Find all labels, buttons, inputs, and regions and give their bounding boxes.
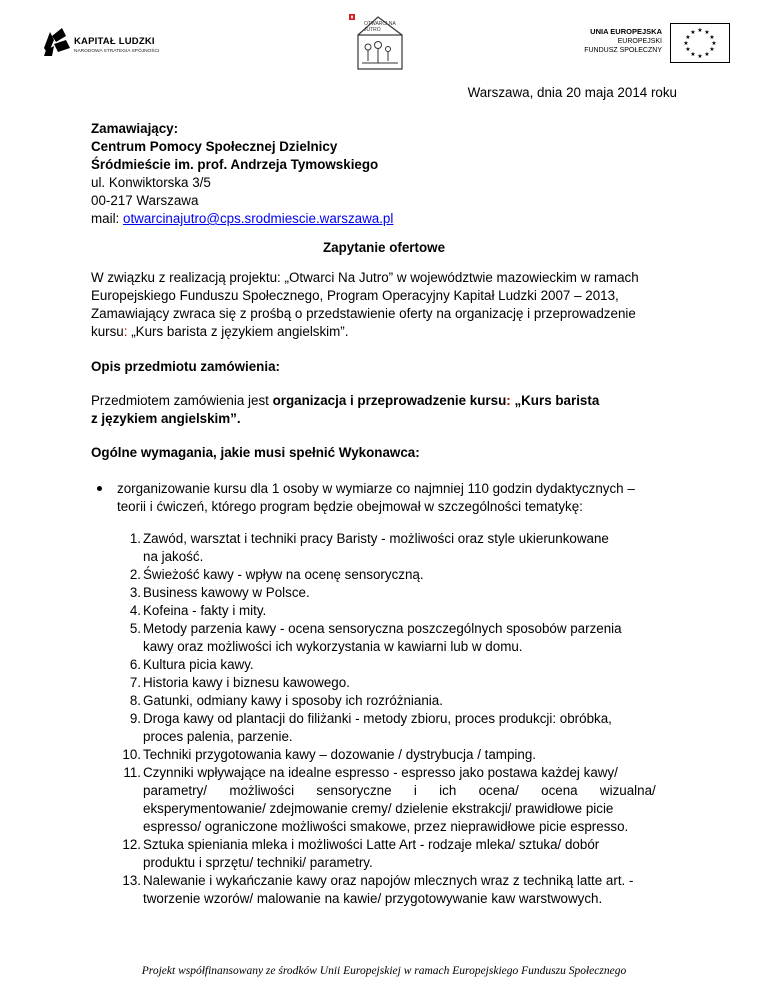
topic-number: 9. [129,711,141,726]
topic-number: 5. [129,621,141,636]
otwarci-na-jutro-logo [346,11,410,71]
section-description-heading: Opis przedmiotu zamówienia: [91,359,280,374]
topic-line: Czynniki wpływające na idealne espresso - espresso jako postawa każdej kawy/ [143,765,618,780]
topics-list [117,530,677,908]
project-logo-word-1: OTWARCI [364,21,388,27]
section-description-body [91,392,677,428]
description-line-2: z językiem angielskim”. [91,411,241,426]
topic-line: espresso/ ograniczone możliwości smakowe, przez nieprawidłowe picie espresso. [143,819,629,834]
ordering-party-street: ul. Konwiktorska 3/5 [91,175,211,190]
intro-paragraph [91,269,677,341]
requirement-line-1: zorganizowanie kursu dla 1 osoby w wymiarze co najmniej 110 godzin dydaktycznych – [117,481,635,496]
intro-course-name: „Kurs barista z językiem angielskim”. [127,324,349,339]
eu-logo [556,23,756,73]
topic-number: 3. [129,585,141,600]
topic-line: Gatunki, odmiany kawy i sposoby ich rozróżniania. [143,693,443,708]
section-requirements-heading: Ogólne wymagania, jakie musi spełnić Wykonawca: [91,445,420,460]
topic-line: Historia kawy i biznesu kawowego. [143,675,350,690]
topic-line: proces palenia, parzenie. [143,729,293,744]
topic-item [117,764,677,836]
house-family-icon [346,11,410,71]
topic-item [117,620,677,656]
letterhead [0,0,768,80]
eu-flag-icon [670,23,730,63]
topic-line: Techniki przygotowania kawy – dozowanie / dystrybucja / tamping. [143,747,536,762]
topic-line: parametry/ możliwości sensoryczne i ich ocena/ ocena wizualna/ [143,783,656,798]
ordering-party-label: Zamawiający: [91,121,179,136]
topic-line: Metody parzenia kawy - ocena sensoryczna poszczególnych sposobów parzenia [143,621,622,636]
topic-line: produktu i sprzętu/ techniki/ parametry. [143,855,373,870]
topic-item [117,692,677,710]
svg-text:★: ★ [685,46,691,53]
intro-line-3: Zamawiający zwraca się z prośbą o przedstawienie oferty na organizację i przeprowadzenie [91,306,636,321]
svg-text:★: ★ [690,29,696,36]
topic-item [117,872,677,908]
topic-line: Zawód, warsztat i techniki pracy Baristy - możliwości oraz style ukierunkowane [143,531,609,546]
kapital-ludzki-emblem-icon [40,26,72,58]
svg-text:★: ★ [697,27,703,34]
topic-number: 10. [122,747,141,762]
kapital-ludzki-subtitle: NARODOWA STRATEGIA SPÓJNOŚCI [74,49,160,54]
topic-line: tworzenie wzorów/ malowanie na kawie/ przygotowywanie kaw warstwowych. [143,891,603,906]
topic-item [117,746,677,764]
topic-number: 8. [129,693,141,708]
topic-item [117,710,677,746]
topic-line: eksperymentowanie/ zdejmowanie cremy/ dzielenie ekstrakcji/ prawidłowe picie [143,801,614,816]
document-title: Zapytanie ofertowe [322,240,446,255]
description-colon: : [506,393,511,408]
bullet-icon [97,486,102,491]
topic-line: Kultura picia kawy. [143,657,254,672]
description-bold-a: organizacja i przeprowadzenie kursu [272,393,507,408]
svg-text:★: ★ [709,34,715,41]
description-line-1 [91,392,677,410]
svg-text:★: ★ [685,34,691,41]
topic-line: Droga kawy od plantacji do filiżanki - metody zbioru, proces produkcji: obróbka, [143,711,612,726]
project-logo-word-3: JUTRO [364,27,381,33]
topic-line: kawy oraz możliwości ich wykorzystania w kawiarni lub w domu. [143,639,523,654]
eu-line-2: EUROPEJSKI [617,38,662,45]
svg-text:★: ★ [697,53,703,60]
mail-label: mail: [91,211,123,226]
topic-line: Kofeina - fakty i mity. [143,603,267,618]
topic-item [117,836,677,872]
intro-kursu: kursu [91,324,124,339]
svg-text:★: ★ [709,46,715,53]
project-logo-word-2: NA [388,21,396,27]
project-logo-text [364,21,410,33]
ordering-party-mail [91,210,677,228]
document-date: Warszawa, dnia 20 maja 2014 roku [467,85,677,100]
svg-text:★: ★ [704,51,710,58]
topic-line: Sztuka spieniania mleka i możliwości Latte Art - rodzaje mleka/ sztuka/ dobór [143,837,600,852]
requirement-text [117,480,677,516]
intro-line-1: W związku z realizacją projektu: „Otwarci Na Jutro” w województwie mazowieckim w ramach [91,270,639,285]
topic-line: na jakość. [143,549,204,564]
kapital-ludzki-title: KAPITAŁ LUDZKI [74,36,155,47]
description-bold-b: „Kurs barista [510,393,600,408]
topic-item [117,530,677,566]
topic-number: 1. [129,531,141,546]
kapital-ludzki-logo [40,26,170,66]
topic-number: 7. [129,675,141,690]
topic-number: 4. [129,603,141,618]
page-footer: Projekt współfinansowany ze środków Unii Europejskiej w ramach Europejskiego Funduszu Społecznego [141,965,627,977]
ordering-party-name-line-1: Centrum Pomocy Społecznej Dzielnicy [91,139,338,154]
intro-colon: : [123,324,128,339]
intro-line-2: Europejskiego Funduszu Społecznego, Program Operacyjny Kapitał Ludzki 2007 – 2013, [91,288,619,303]
intro-line-4 [91,323,677,341]
mail-link[interactable]: otwarcinajutro@cps.srodmiescie.warszawa.pl [123,211,394,226]
topic-item [117,674,677,692]
eu-line-1: UNIA EUROPEJSKA [590,27,662,36]
topic-number: 12. [122,837,141,852]
topic-line: Nalewanie i wykańczanie kawy oraz napojów mlecznych wraz z techniką latte art. - [143,873,634,888]
svg-text:★: ★ [704,29,710,36]
topic-number: 11. [123,765,141,780]
topic-number: 2. [129,567,141,582]
ordering-party-name-line-2: Śródmieście im. prof. Andrzeja Tymowskiego [91,157,379,172]
topic-item [117,566,677,584]
topic-item [117,584,677,602]
requirement-line-2: teorii i ćwiczeń, którego program będzie obejmował w szczególności tematykę: [117,499,583,514]
topic-line: Business kawowy w Polsce. [143,585,310,600]
topic-line: Świeżość kawy - wpływ na ocenę sensoryczną. [143,567,424,582]
topic-number: 6. [129,657,141,672]
topic-item [117,656,677,674]
svg-text:★: ★ [711,40,717,47]
description-plain: Przedmiotem zamówienia jest [91,393,273,408]
eu-line-3: FUNDUSZ SPOŁECZNY [584,47,662,54]
svg-text:★: ★ [690,51,696,58]
svg-text:★: ★ [683,40,689,47]
ordering-party-city: 00-217 Warszawa [91,193,199,208]
topic-number: 13. [122,873,141,888]
eu-logo-text [584,27,662,55]
topic-item [117,602,677,620]
